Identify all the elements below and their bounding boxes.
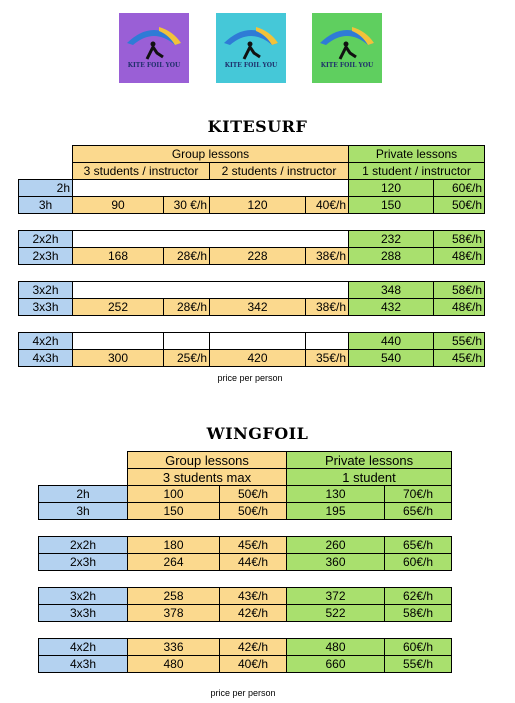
table-row [19,248,485,265]
wingfoil-price-note: price per person [210,688,276,698]
private-price: 195 [287,503,385,520]
logo-cyan [216,13,286,83]
logo-purple [119,13,189,83]
row-label: 2h [39,486,128,503]
table-row [19,333,485,350]
empty-cell [164,333,210,350]
table-row [19,350,485,367]
table-row [39,503,452,520]
group-rate: 50€/h [220,503,287,520]
private-price: 260 [287,537,385,554]
row-label: 2x2h [19,231,73,248]
private-price: 372 [287,588,385,605]
empty-cell [73,180,349,197]
group2-rate: 35€/h [306,350,349,367]
kitesurf-price-note: price per person [217,373,283,383]
row-label: 2x3h [39,554,128,571]
group-rate: 40€/h [220,656,287,673]
kite-foil-logo-icon [312,13,382,83]
private-rate: 58€/h [385,605,452,622]
group3-price: 168 [73,248,164,265]
private-rate: 58€/h [434,231,485,248]
table-row [39,486,452,503]
private-price: 480 [287,639,385,656]
logo-text: KITE FOIL YOU [320,62,374,69]
row-label: 4x2h [39,639,128,656]
group2-price: 120 [210,197,306,214]
row-label: 3x3h [19,299,73,316]
private-rate: 50€/h [434,197,485,214]
row-label: 3h [39,503,128,520]
group3-rate: 25€/h [164,350,210,367]
group3-rate: 30 €/h [164,197,210,214]
private-price: 360 [287,554,385,571]
private-price: 660 [287,656,385,673]
empty-cell [73,282,349,299]
private-rate: 55€/h [434,333,485,350]
group-rate: 43€/h [220,588,287,605]
wingfoil-private-sub: 1 student [287,469,452,486]
group-price: 258 [128,588,220,605]
row-label: 4x2h [19,333,73,350]
row-label: 2x3h [19,248,73,265]
table-row [39,537,452,554]
private-rate: 62€/h [385,588,452,605]
kitesurf-sub-1-student: 1 student / instructor [349,163,485,180]
private-price: 432 [349,299,434,316]
private-rate: 58€/h [434,282,485,299]
group-price: 336 [128,639,220,656]
private-price: 348 [349,282,434,299]
row-label: 3x2h [19,282,73,299]
group-price: 150 [128,503,220,520]
private-rate: 65€/h [385,537,452,554]
table-row [39,588,452,605]
row-label: 2x2h [39,537,128,554]
group-rate: 45€/h [220,537,287,554]
row-label: 3h [19,197,73,214]
group2-rate: 40€/h [306,197,349,214]
private-price: 120 [349,180,434,197]
group-price: 378 [128,605,220,622]
private-price: 130 [287,486,385,503]
row-label: 3x2h [39,588,128,605]
logo-text: KITE FOIL YOU [224,62,278,69]
kitesurf-sub-3-students: 3 students / instructor [73,163,210,180]
private-rate: 48€/h [434,299,485,316]
group2-price: 420 [210,350,306,367]
kite-foil-logo-icon [216,13,286,83]
table-row [19,180,485,197]
group-rate: 50€/h [220,486,287,503]
group2-rate: 38€/h [306,248,349,265]
table-row [39,554,452,571]
group3-price: 90 [73,197,164,214]
private-rate: 55€/h [385,656,452,673]
table-row [19,299,485,316]
row-label: 4x3h [39,656,128,673]
group-rate: 44€/h [220,554,287,571]
private-rate: 60€/h [434,180,485,197]
wingfoil-group-header: Group lessons [128,452,287,469]
wingfoil-title: WINGFOIL [206,424,309,443]
private-price: 232 [349,231,434,248]
private-rate: 45€/h [434,350,485,367]
empty-cell [306,333,349,350]
row-label: 3x3h [39,605,128,622]
row-label: 2h [19,180,73,197]
group2-rate: 38€/h [306,299,349,316]
private-price: 288 [349,248,434,265]
kitesurf-group-header: Group lessons [73,146,349,163]
table-row [39,656,452,673]
group3-rate: 28€/h [164,299,210,316]
table-row [19,197,485,214]
wingfoil-table [38,451,452,673]
table-row [39,639,452,656]
empty-cell [73,333,164,350]
private-price: 440 [349,333,434,350]
private-rate: 48€/h [434,248,485,265]
group-rate: 42€/h [220,639,287,656]
logo-green [312,13,382,83]
group-rate: 42€/h [220,605,287,622]
group3-price: 252 [73,299,164,316]
group-price: 264 [128,554,220,571]
table-row [19,282,485,299]
private-rate: 70€/h [385,486,452,503]
private-rate: 65€/h [385,503,452,520]
group-price: 480 [128,656,220,673]
group2-price: 342 [210,299,306,316]
private-price: 150 [349,197,434,214]
kitesurf-table [18,145,485,367]
group-price: 180 [128,537,220,554]
row-label: 4x3h [19,350,73,367]
private-rate: 60€/h [385,554,452,571]
kite-foil-logo-icon [119,13,189,83]
group3-price: 300 [73,350,164,367]
kitesurf-private-header: Private lessons [349,146,485,163]
private-rate: 60€/h [385,639,452,656]
empty-cell [210,333,306,350]
table-row [39,605,452,622]
empty-cell [73,231,349,248]
table-row [19,231,485,248]
wingfoil-private-header: Private lessons [287,452,452,469]
kitesurf-title: KITESURF [207,117,308,136]
private-price: 540 [349,350,434,367]
group2-price: 228 [210,248,306,265]
group3-rate: 28€/h [164,248,210,265]
logo-text: KITE FOIL YOU [127,62,181,69]
private-price: 522 [287,605,385,622]
kitesurf-sub-2-students: 2 students / instructor [210,163,349,180]
group-price: 100 [128,486,220,503]
wingfoil-group-sub: 3 students max [128,469,287,486]
